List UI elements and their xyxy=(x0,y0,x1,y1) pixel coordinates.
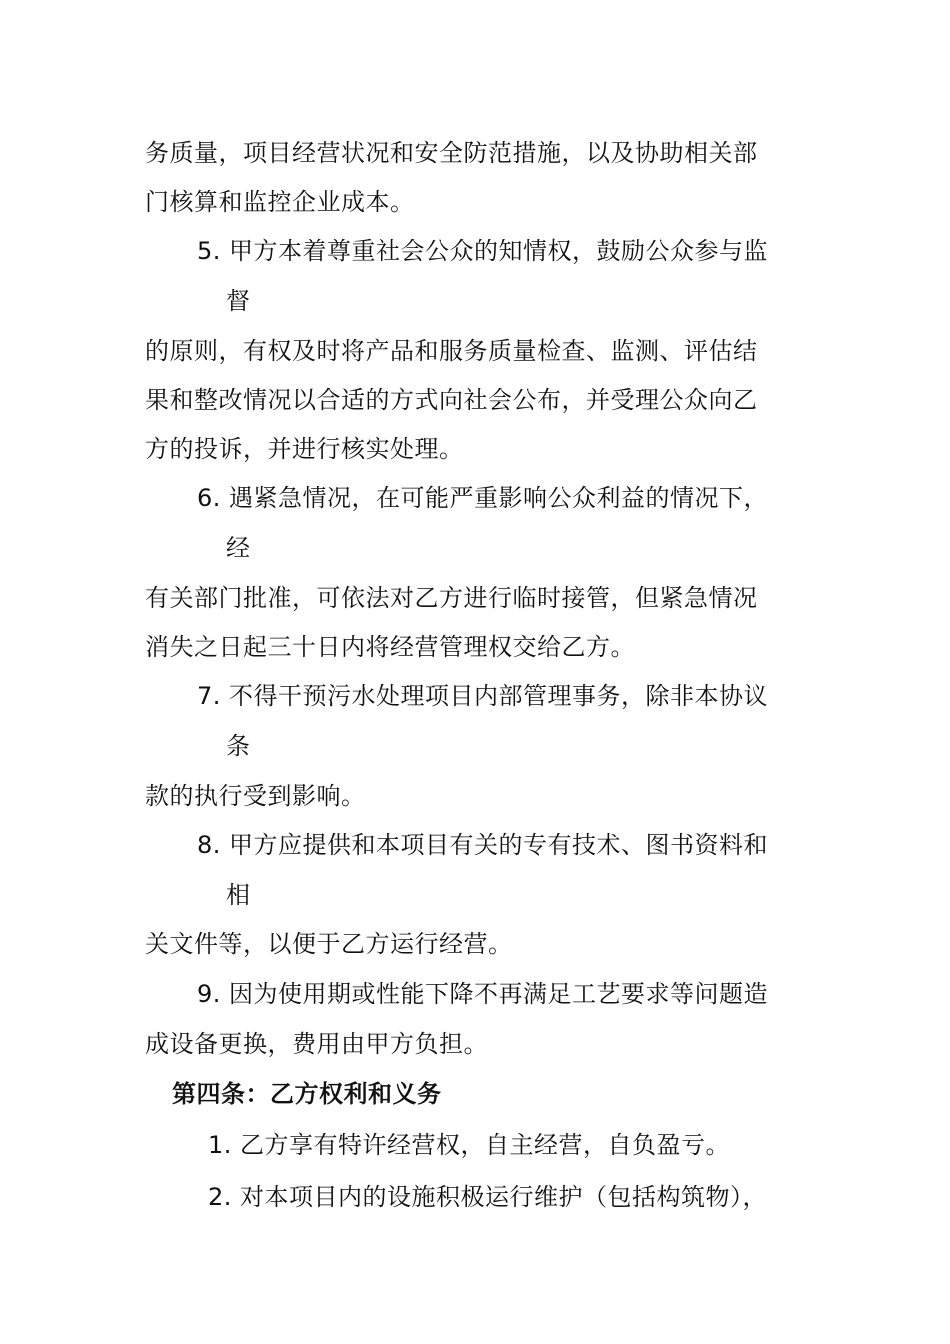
list-item-7: 7. 不得干预污水处理项目内部管理事务，除非本协议 xyxy=(197,682,769,710)
paragraph-line: 的原则，有权及时将产品和服务质量检查、监测、评估结 xyxy=(145,337,758,365)
list-item-6-wrap: 经 xyxy=(226,534,251,562)
paragraph-line: 成设备更换，费用由甲方负担。 xyxy=(145,1030,488,1058)
paragraph-line: 关文件等，以便于乙方运行经营。 xyxy=(145,930,513,958)
list-item-5-wrap: 督 xyxy=(226,287,251,315)
list-item-6: 6. 遇紧急情况，在可能严重影响公众利益的情况下， xyxy=(197,484,769,512)
list-item-1: 1. 乙方享有特许经营权，自主经营，自负盈亏。 xyxy=(208,1131,731,1159)
paragraph-line: 有关部门批准，可依法对乙方进行临时接管，但紧急情况 xyxy=(145,584,758,612)
paragraph-line: 果和整改情况以合适的方式向社会公布，并受理公众向乙 xyxy=(145,386,758,414)
list-item-2: 2. 对本项目内的设施积极运行维护（包括构筑物）， xyxy=(208,1183,768,1211)
list-item-8-wrap: 相 xyxy=(226,881,251,909)
list-item-8: 8. 甲方应提供和本项目有关的专有技术、图书资料和 xyxy=(197,831,769,859)
section-heading: 第四条：乙方权利和义务 xyxy=(172,1080,442,1108)
paragraph-line: 方的投诉，并进行核实处理。 xyxy=(145,435,464,463)
paragraph-line: 消失之日起三十日内将经营管理权交给乙方。 xyxy=(145,633,635,661)
paragraph-line: 款的执行受到影响。 xyxy=(145,782,366,810)
list-item-5: 5. 甲方本着尊重社会公众的知情权，鼓励公众参与监 xyxy=(197,237,769,265)
list-item-7-wrap: 条 xyxy=(226,732,251,760)
list-item-9: 9. 因为使用期或性能下降不再满足工艺要求等问题造 xyxy=(197,980,769,1008)
paragraph-line: 务质量，项目经营状况和安全防范措施，以及协助相关部 xyxy=(145,139,758,167)
paragraph-line: 门核算和监控企业成本。 xyxy=(145,188,415,216)
